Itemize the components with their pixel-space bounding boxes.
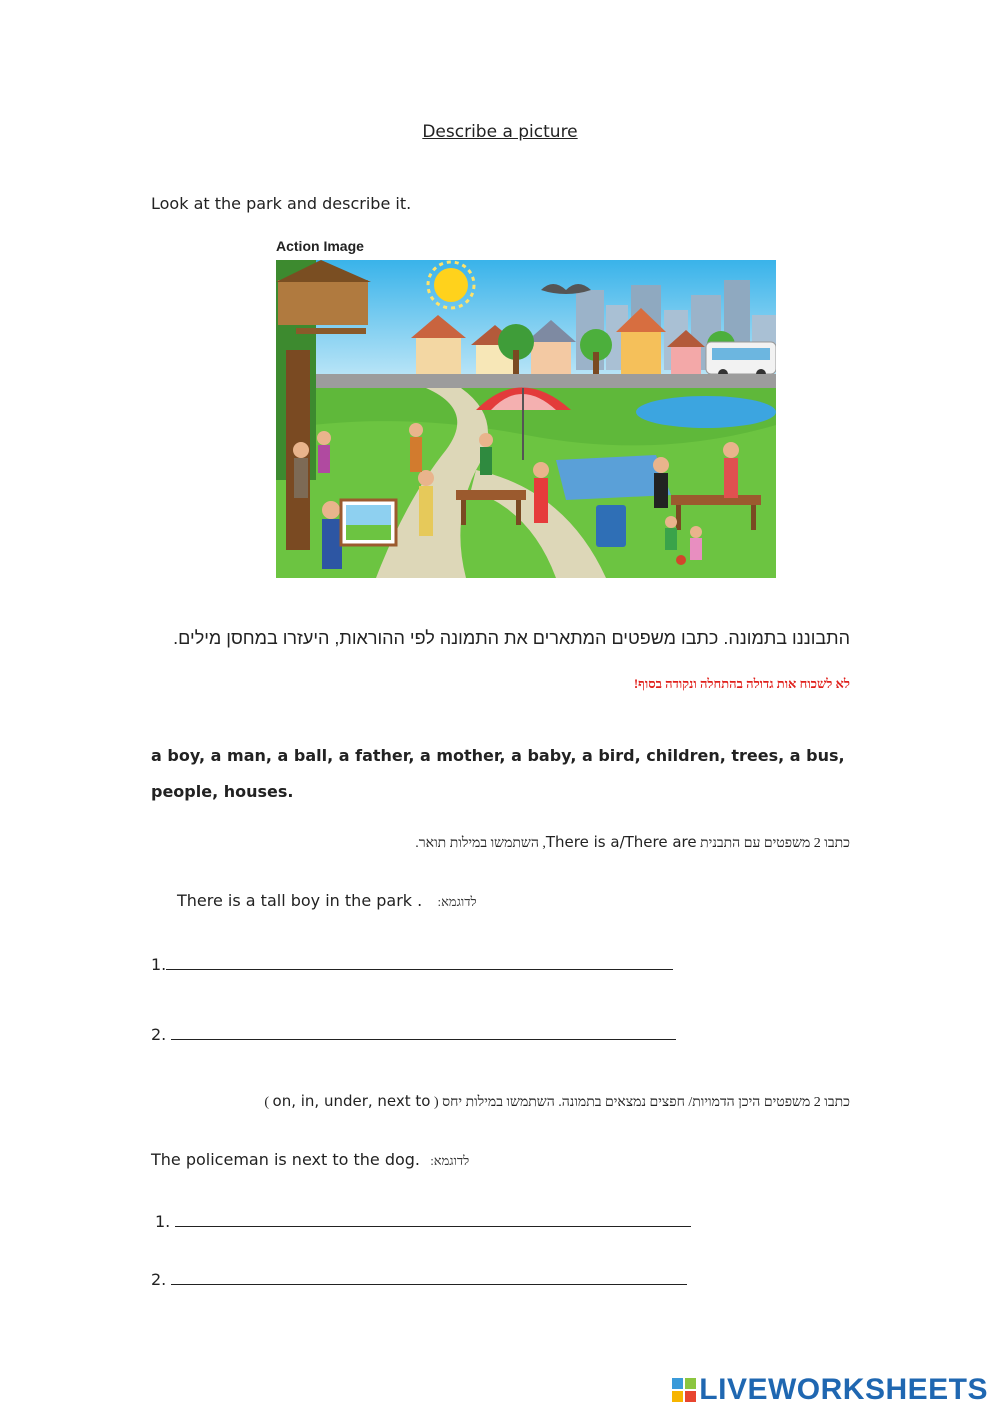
answer-blank[interactable] <box>166 951 673 970</box>
section2-instruction-suffix: ) <box>264 1095 270 1110</box>
section1-instruction <box>415 833 850 852</box>
answer-blank[interactable] <box>171 1021 676 1040</box>
page-title: Describe a picture <box>422 122 578 142</box>
line-number: 1. <box>155 1212 171 1231</box>
section2-answer-line-2[interactable] <box>151 1266 687 1289</box>
logo-text: LIVEWORKSHEETS <box>699 1373 988 1406</box>
park-scene-illustration <box>276 260 776 578</box>
liveworksheets-logo <box>671 1374 988 1406</box>
section1-answer-line-1[interactable] <box>151 951 673 974</box>
image-label: Action Image <box>276 238 364 254</box>
line-number: 2. <box>151 1025 167 1044</box>
section1-example <box>177 891 477 910</box>
instruction-text: Look at the park and describe it. <box>151 194 412 213</box>
section1-answer-line-2[interactable] <box>151 1021 676 1044</box>
section2-example <box>151 1150 469 1169</box>
section1-instruction-prefix: כתבו 2 משפטים עם התבנית <box>700 836 850 851</box>
section2-example-sentence: The policeman is next to the dog. <box>151 1150 421 1169</box>
section1-example-label: לדוגמא: <box>437 894 477 909</box>
hebrew-reminder: לא לשכוח אות גדולה בהתחלה ונקודה בסוף! <box>633 676 850 691</box>
park-picture <box>276 238 776 578</box>
hebrew-instruction: התבוננו בתמונה. כתבו משפטים המתארים את התמונה לפי ההוראות, היעזרו במחסן מילים. <box>173 628 850 648</box>
blocks-icon <box>671 1377 697 1403</box>
section2-instruction <box>264 1092 850 1111</box>
line-number: 1. <box>151 955 167 974</box>
section2-words: on, in, under, next to <box>272 1092 431 1110</box>
answer-blank[interactable] <box>175 1208 691 1227</box>
section2-answer-line-1[interactable] <box>155 1208 691 1231</box>
section2-example-label: לדוגמא: <box>430 1153 470 1168</box>
line-number: 2. <box>151 1270 167 1289</box>
section1-structure: There is a/There are <box>545 833 697 851</box>
word-bank: a boy, a man, a ball, a father, a mother, a baby, a bird, children, trees, a bus, people, houses. <box>151 746 845 801</box>
section2-instruction-prefix: כתבו 2 משפטים היכן הדמויות/ חפצים נמצאים בתמונה. השתמשו במילות יחס ( <box>433 1095 850 1110</box>
section1-example-sentence: There is a tall boy in the park . <box>177 891 423 910</box>
section1-instruction-suffix: , השתמשו במילות תואר. <box>415 836 546 851</box>
answer-blank[interactable] <box>171 1266 687 1285</box>
